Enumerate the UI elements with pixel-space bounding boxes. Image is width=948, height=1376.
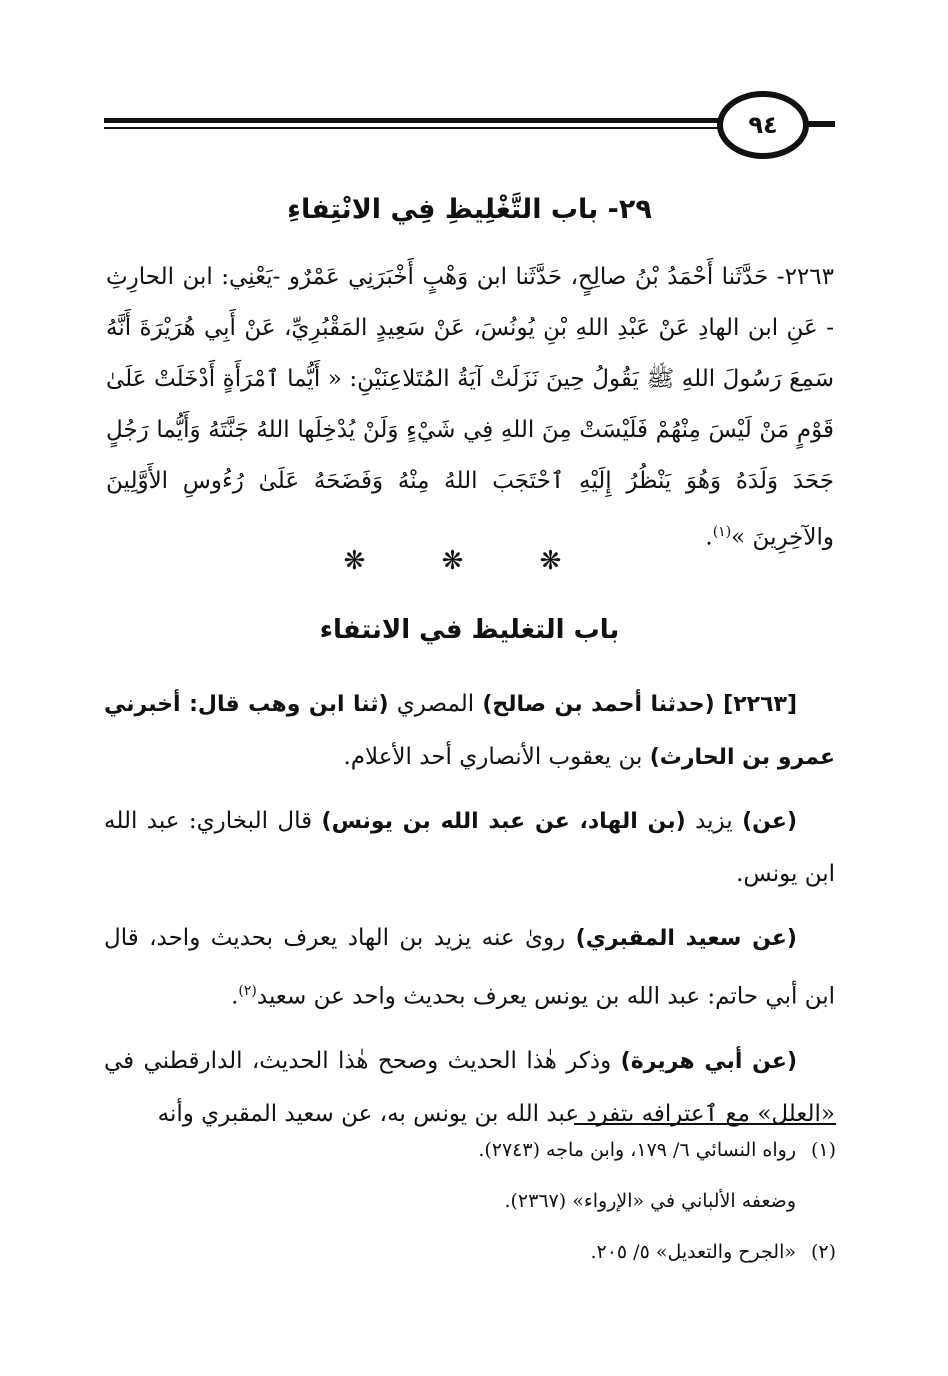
chapter-title: ٢٩- باب التَّغْلِيظِ فِي الانْتِفاءِ xyxy=(287,194,652,225)
footnote-continuation xyxy=(300,1189,836,1213)
footnote-text: وضعفه الألباني في «الإرواء» (٢٣٦٧). xyxy=(504,1190,796,1212)
header-rule xyxy=(104,118,722,129)
commentary-title: باب التغليظ في الانتفاء xyxy=(319,615,620,645)
footnote-text: رواه النسائي ٦/ ١٧٩، وابن ماجه (٢٧٤٣). xyxy=(478,1139,796,1161)
footnote-marker-2[interactable]: (٢) xyxy=(238,983,257,999)
commentary-paragraph xyxy=(104,678,835,784)
commentary-text: يزيد xyxy=(685,808,743,834)
commentary-text: المصري xyxy=(388,691,483,717)
commentary-text: وذكر هٰذا الحديث وصحح هٰذا الحديث، الدارقطني في «العلل» مع ٱعترافه بتفرد عبد الله بن يونس به، عن سعيد المقبري وأنه xyxy=(104,1047,835,1127)
narrator-chain-bold: (عن أبي هريرة) xyxy=(620,1048,797,1074)
commentary-paragraph xyxy=(104,912,835,1024)
narrator-chain-bold: (بن الهاد، عن عبد الله بن يونس) xyxy=(321,809,686,834)
narrator-chain-bold: [٢٢٦٣] (حدثنا أحمد بن صالح) xyxy=(482,692,797,717)
footnote-divider xyxy=(574,1123,836,1125)
commentary-body xyxy=(104,678,835,1152)
commentary-text: بن يعقوب الأنصاري أحد الأعلام. xyxy=(343,744,650,770)
hadith-text xyxy=(106,252,834,564)
commentary-text: . xyxy=(231,983,239,1010)
footnote-number: (٢) xyxy=(810,1241,836,1263)
footnotes xyxy=(300,1138,836,1291)
footnote-marker-1[interactable]: (١) xyxy=(712,524,732,540)
narrator-chain-bold: (عن) xyxy=(742,809,797,834)
footnote-text: «الجرح والتعديل» ٥/ ٢٠٥. xyxy=(590,1241,796,1263)
header-rule-end xyxy=(805,121,835,127)
page-number: ٩٤ xyxy=(748,111,778,139)
narrator-chain-bold: (ثنا ابن وهب قال: أخبرني عمرو بن الحارث) xyxy=(104,692,835,770)
narrator-chain-bold: (عن سعيد المقبري) xyxy=(575,926,797,951)
hadith-end: . xyxy=(705,524,713,551)
hadith-body: ٢٢٦٣- حَدَّثَنا أَحْمَدُ بْنُ صالِحٍ، حَدَّثَنا ابن وَهْبٍ أَخْبَرَنِي عَمْرٌو -يَعْنِي: ابن الحارِثِ - عَنِ ابن الهادِ عَنْ عَبْدِ اللهِ بْنِ يُونُسَ، عَنْ سَعِيدٍ المَقْبُرِيِّ، عَنْ أَبِي هُرَيْرَةَ أَنَّهُ سَمِعَ رَسُولَ اللهِ ﷺ يَقُولُ حِينَ نَزَلَتْ آيَةُ المُتَلاعِنَيْنِ: « أَيُّما ٱمْرَأَةٍ أَدْخَلَتْ عَلَىٰ قَوْمٍ مَنْ لَيْسَ مِنْهُمْ فَلَيْسَتْ مِنَ اللهِ فِي شَيْءٍ وَلَنْ يُدْخِلَها اللهُ جَنَّتَهُ وَأَيُّما رَجُلٍ جَحَدَ وَلَدَهُ وَهُوَ يَنْظُرُ إِلَيْهِ ٱحْتَجَبَ اللهُ مِنْهُ وَفَضَحَهُ عَلَىٰ رُءُوسِ الأَوَّلِينَ والآخِرِينَ » xyxy=(106,264,834,551)
footnote-number: (١) xyxy=(810,1139,836,1161)
page-number-badge xyxy=(717,91,809,159)
footnote xyxy=(300,1138,836,1162)
commentary-text: روىٰ عنه يزيد بن الهاد يعرف بحديث واحد، قال ابن أبي حاتم: عبد الله بن يونس يعرف بحديث واحد عن سعيد xyxy=(104,925,835,1010)
footnote xyxy=(300,1240,836,1264)
commentary-paragraph xyxy=(104,795,835,901)
section-separator: ❋ ❋ ❋ xyxy=(343,546,596,576)
commentary-text: قال البخاري: عبد الله ابن يونس. xyxy=(104,808,835,887)
